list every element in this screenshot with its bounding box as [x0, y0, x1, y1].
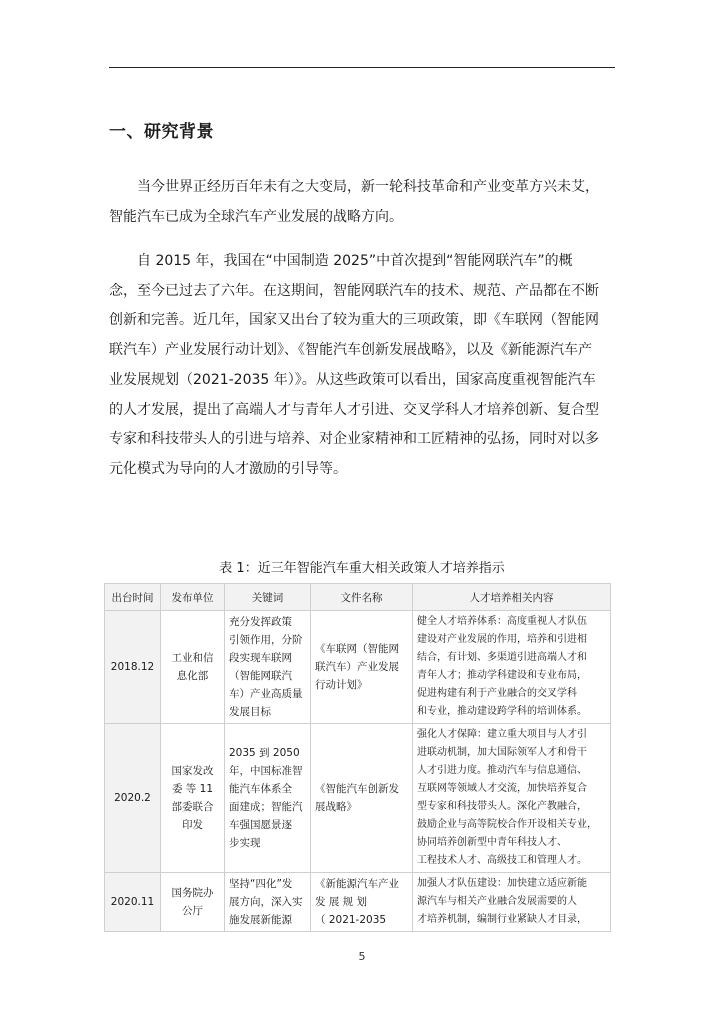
policy-table — [104, 583, 611, 932]
date-cell: 2020.2 — [105, 724, 161, 873]
cell-line: 步实现 — [229, 837, 261, 849]
cell-line: 国家发改 — [171, 765, 214, 777]
cell-line: 《新能源汽车产业 — [315, 878, 399, 890]
table-row — [105, 724, 611, 873]
cell-line: 展战略》 — [315, 801, 357, 813]
keywords-cell — [225, 611, 311, 724]
cell-line: 加强人才队伍建设：加快建立适应新能 — [417, 878, 587, 889]
cell-line: 面建成；智能汽 — [229, 801, 303, 813]
paragraph-1 — [109, 173, 615, 232]
cell-line: 人才引进力度。推动汽车与信息通信、 — [417, 765, 587, 776]
cell-line: 促进构建有利于产业融合的交叉学科 — [417, 688, 577, 699]
table-caption: 表 1：近三年智能汽车重大相关政策人才培养指示 — [219, 561, 505, 576]
cell-line: （智能网联汽 — [229, 670, 292, 682]
column-header: 关键词 — [225, 584, 311, 611]
cell-line: 发展目标 — [229, 706, 271, 718]
cell-line: 工业和信 — [171, 652, 214, 664]
cell-line: 车）产业高质量 — [229, 688, 303, 700]
date-cell: 2018.12 — [105, 611, 161, 724]
cell-line: 建设对产业发展的作用，培养和引进相 — [417, 634, 587, 645]
table-row — [105, 873, 611, 932]
keywords-cell — [225, 873, 311, 932]
document-cell — [311, 724, 413, 873]
cell-line: 发 展 规 划 — [315, 896, 368, 908]
paragraph-line: 当今世界正经历百年未有之大变局，新一轮科技革命和产业变革方兴未艾， — [137, 179, 599, 195]
cell-line: 互联网等领域人才交流，加快培养复合 — [417, 783, 587, 794]
cell-line: 坚持“四化”发 — [229, 878, 293, 890]
cell-line: 强化人才保障：建立重大项目与人才引 — [417, 729, 587, 740]
paragraph-line: 念，至今已过去了六年。在这期间，智能网联汽车的技术、规范、产品都在不断 — [109, 282, 599, 299]
cell-line: 健全人才培养体系：高度重视人才队伍 — [417, 616, 587, 627]
paragraph-line: 业发展规划（2021-2035 年）》。从这些政策可以看出，国家高度重视智能汽车 — [109, 371, 596, 388]
header-rule — [109, 67, 615, 68]
cell-line: 型专家和科技带头人。深化产教融合， — [417, 801, 587, 812]
cell-line: 引领作用，分阶 — [229, 634, 303, 646]
cell-line: 进联动机制，加大国际领军人才和骨干 — [417, 747, 587, 758]
publisher-cell — [161, 724, 225, 873]
paragraph-line: 自 2015 年，我国在“中国制造 2025”中首次提到“智能网联汽车”的概 — [137, 253, 573, 269]
cell-line: 行动计划》 — [315, 679, 368, 691]
column-header: 文件名称 — [311, 584, 413, 611]
cell-line: 结合，有计划、多渠道引进高端人才和 — [417, 652, 587, 663]
cell-line: 才培养机制，编制行业紧缺人才目录， — [417, 914, 587, 925]
document-cell — [311, 873, 413, 932]
cell-line: 委 等 11 — [171, 783, 214, 795]
cell-line: 段实现车联网 — [229, 652, 292, 664]
table-row — [105, 611, 611, 724]
cell-line: 源汽车与相关产业融合发展需要的人 — [417, 896, 577, 907]
content-cell — [413, 611, 611, 724]
table-header-row — [105, 584, 611, 611]
column-header: 发布单位 — [161, 584, 225, 611]
cell-line: 协同培养创新型中青年科技人才、 — [417, 837, 567, 848]
column-header: 人才培养相关内容 — [413, 584, 611, 611]
date-cell: 2020.11 — [105, 873, 161, 932]
publisher-cell — [161, 873, 225, 932]
cell-line: 和专业，推动建设跨学科的培训体系。 — [417, 706, 587, 717]
cell-line: 工程技术人才、高级技工和管理人才。 — [417, 855, 587, 866]
cell-line: 国务院办 — [171, 887, 214, 899]
column-header: 出台时间 — [105, 584, 161, 611]
document-cell — [311, 611, 413, 724]
content-cell — [413, 873, 611, 932]
cell-line: 鼓励企业与高等院校合作开设相关专业， — [417, 819, 597, 830]
cell-line: （ 2021-2035 — [315, 914, 387, 926]
cell-line: 青年人才；推动学科建设和专业布局， — [417, 670, 587, 681]
cell-line: 《车联网（智能网 — [315, 643, 399, 655]
cell-line: 公厅 — [182, 905, 203, 917]
cell-line: 年，中国标准智 — [229, 765, 303, 777]
cell-line: 息化部 — [176, 670, 209, 682]
page-number: 5 — [358, 950, 366, 963]
paragraph-line: 联汽车）产业发展行动计划》、《智能汽车创新发展战略》，以及《新能源汽车产 — [109, 342, 592, 359]
cell-line: 印发 — [182, 819, 203, 831]
keywords-cell — [225, 724, 311, 873]
cell-line: 充分发挥政策 — [229, 616, 292, 628]
paragraph-line: 专家和科技带头人的引进与培养、对企业家精神和工匠精神的弘扬，同时对以多 — [109, 431, 599, 448]
publisher-cell — [161, 611, 225, 724]
section-heading: 一、研究背景 — [109, 122, 214, 142]
cell-line: 能汽车体系全 — [229, 783, 292, 795]
cell-line: 车强国愿景逐 — [229, 819, 292, 831]
paragraph-line: 智能汽车已成为全球汽车产业发展的战略方向。 — [109, 208, 403, 225]
cell-line: 部委联合 — [171, 801, 214, 813]
paragraph-line: 创新和完善。近几年，国家又出台了较为重大的三项政策，即《车联网（智能网 — [109, 312, 599, 329]
paragraph-line: 的人才发展，提出了高端人才与青年人才引进、交叉学科人才培养创新、复合型 — [109, 401, 599, 418]
cell-line: 展方向，深入实 — [229, 896, 303, 908]
cell-line: 施发展新能源 — [229, 914, 292, 926]
paragraph-2 — [109, 247, 615, 485]
table-viewport — [100, 583, 620, 935]
paragraph-line: 元化模式为导向的人才激励的引导等。 — [109, 460, 347, 477]
content-cell — [413, 724, 611, 873]
cell-line: 联汽车）产业发展 — [315, 661, 399, 673]
cell-line: 《智能汽车创新发 — [315, 783, 399, 795]
cell-line: 2035 到 2050 — [229, 747, 300, 759]
